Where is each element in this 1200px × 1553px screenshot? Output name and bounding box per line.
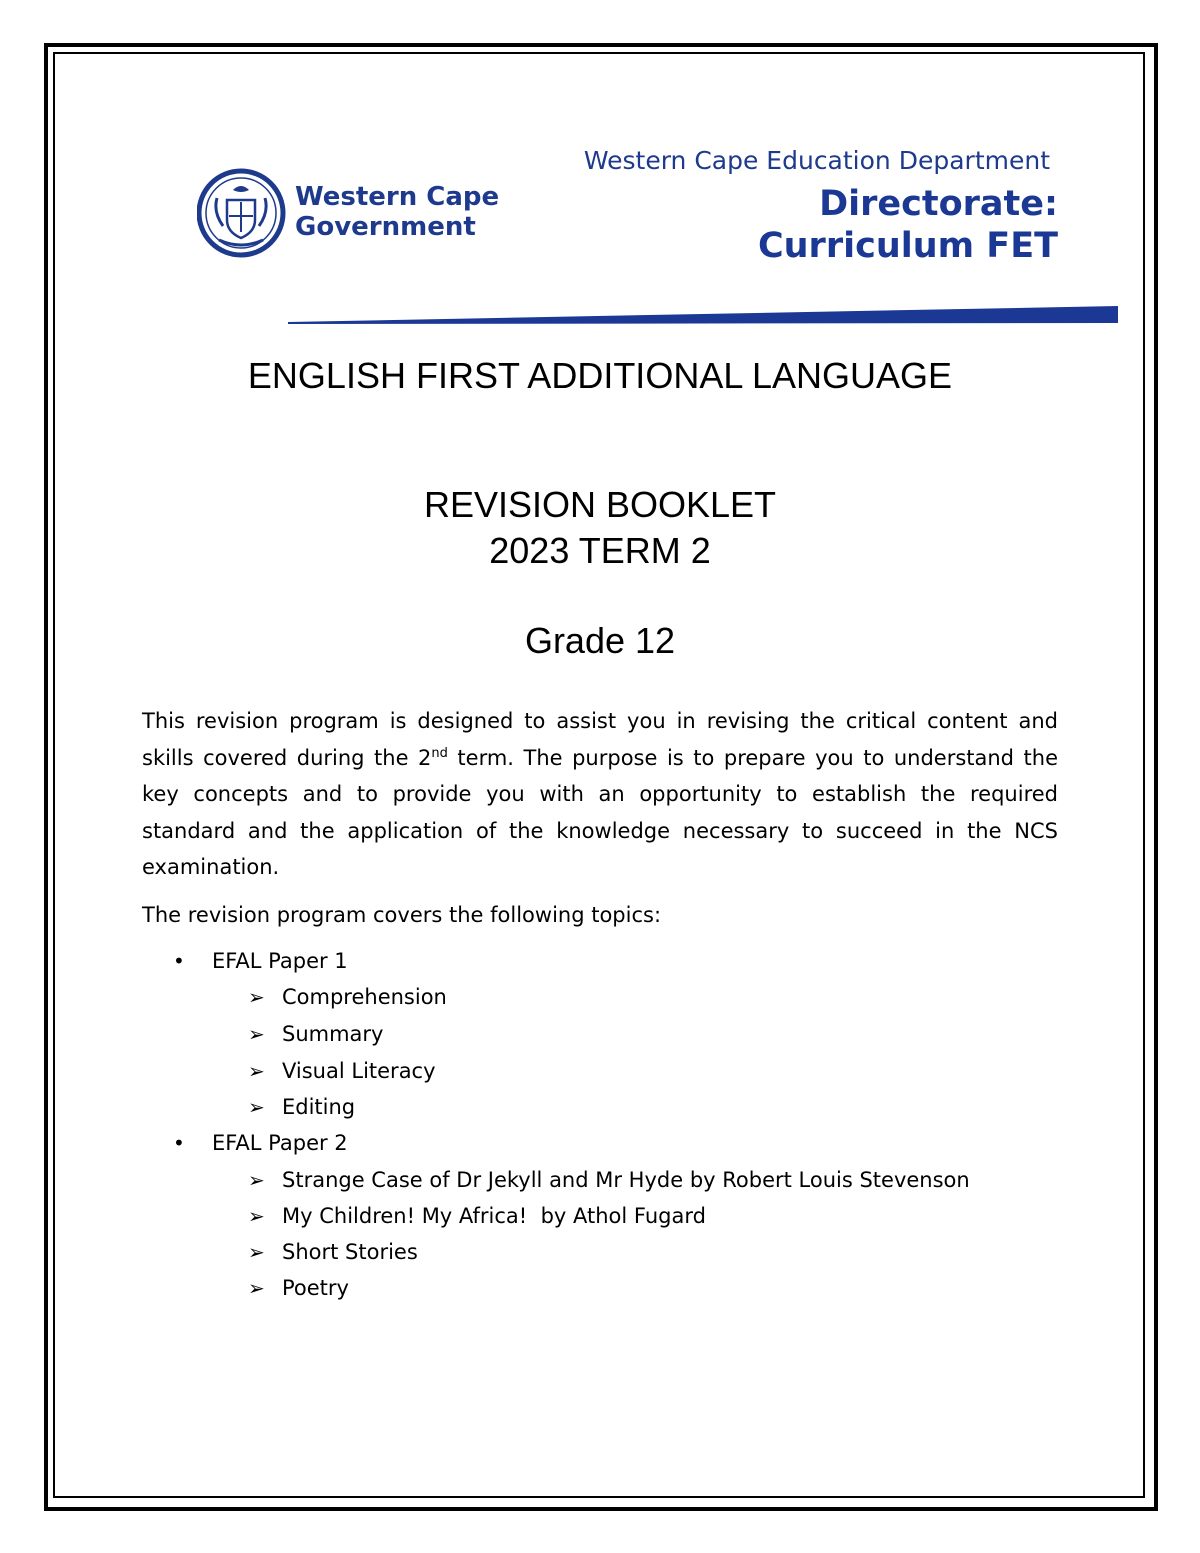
directorate-line-2: Curriculum FET xyxy=(757,226,1058,266)
intro-part-2: term. The purpose is to prepare you to understand the key concepts and to provide you with an opportunity to establish the required standard and the application of the knowledge necessary to succeed in the NCS examination. xyxy=(142,745,1059,879)
arrow-bullet-icon: ➢ xyxy=(248,985,265,1009)
arrow-bullet-icon: ➢ xyxy=(248,1276,265,1300)
intro-part-1: This revision program is designed to assist you in revising the critical content and skills covered during the 2 xyxy=(142,709,1058,770)
logo-wordmark xyxy=(295,182,499,242)
sub-topic: Short Stories xyxy=(282,1240,418,1264)
booklet-title xyxy=(0,482,1200,574)
arrow-bullet-icon: ➢ xyxy=(248,1240,265,1264)
sub-topic: Editing xyxy=(282,1095,356,1119)
logo-line-2: Government xyxy=(295,212,476,242)
wcg-logo xyxy=(197,168,500,258)
term-line: 2023 TERM 2 xyxy=(489,530,711,571)
topic-label: EFAL Paper 1 xyxy=(212,949,348,973)
sub-topic: Visual Literacy xyxy=(282,1059,436,1083)
sub-topic: Comprehension xyxy=(282,985,447,1009)
coat-of-arms-icon xyxy=(197,168,289,260)
intro-paragraph xyxy=(142,703,1058,886)
arrow-bullet-icon: ➢ xyxy=(248,1095,265,1119)
grade-title: Grade 12 xyxy=(524,620,676,661)
topic-label: EFAL Paper 2 xyxy=(212,1131,348,1155)
arrow-bullet-icon: ➢ xyxy=(248,1059,265,1083)
arrow-bullet-icon: ➢ xyxy=(248,1022,265,1046)
arrow-bullet-icon: ➢ xyxy=(248,1204,265,1228)
subject-title: ENGLISH FIRST ADDITIONAL LANGUAGE xyxy=(247,355,953,396)
sub-topic: Summary xyxy=(282,1022,384,1046)
directorate-heading xyxy=(758,183,1058,267)
sub-topic: Strange Case of Dr Jekyll and Mr Hyde by Robert Louis Stevenson xyxy=(282,1168,970,1192)
topics-intro: The revision program covers the following topics: xyxy=(142,903,662,927)
directorate-line-1: Directorate: xyxy=(819,184,1058,224)
booklet-line: REVISION BOOKLET xyxy=(423,484,777,525)
bullet-icon: • xyxy=(173,1131,185,1155)
ordinal-suffix: nd xyxy=(431,745,448,761)
department-name: Western Cape Education Department xyxy=(583,146,1050,175)
logo-line-1: Western Cape xyxy=(295,182,500,212)
header-divider-wedge xyxy=(288,302,1118,326)
sub-topic: Poetry xyxy=(282,1276,349,1300)
arrow-bullet-icon: ➢ xyxy=(248,1168,265,1192)
bullet-icon: • xyxy=(173,949,185,973)
sub-topic: My Children! My Africa! by Athol Fugard xyxy=(282,1204,706,1228)
